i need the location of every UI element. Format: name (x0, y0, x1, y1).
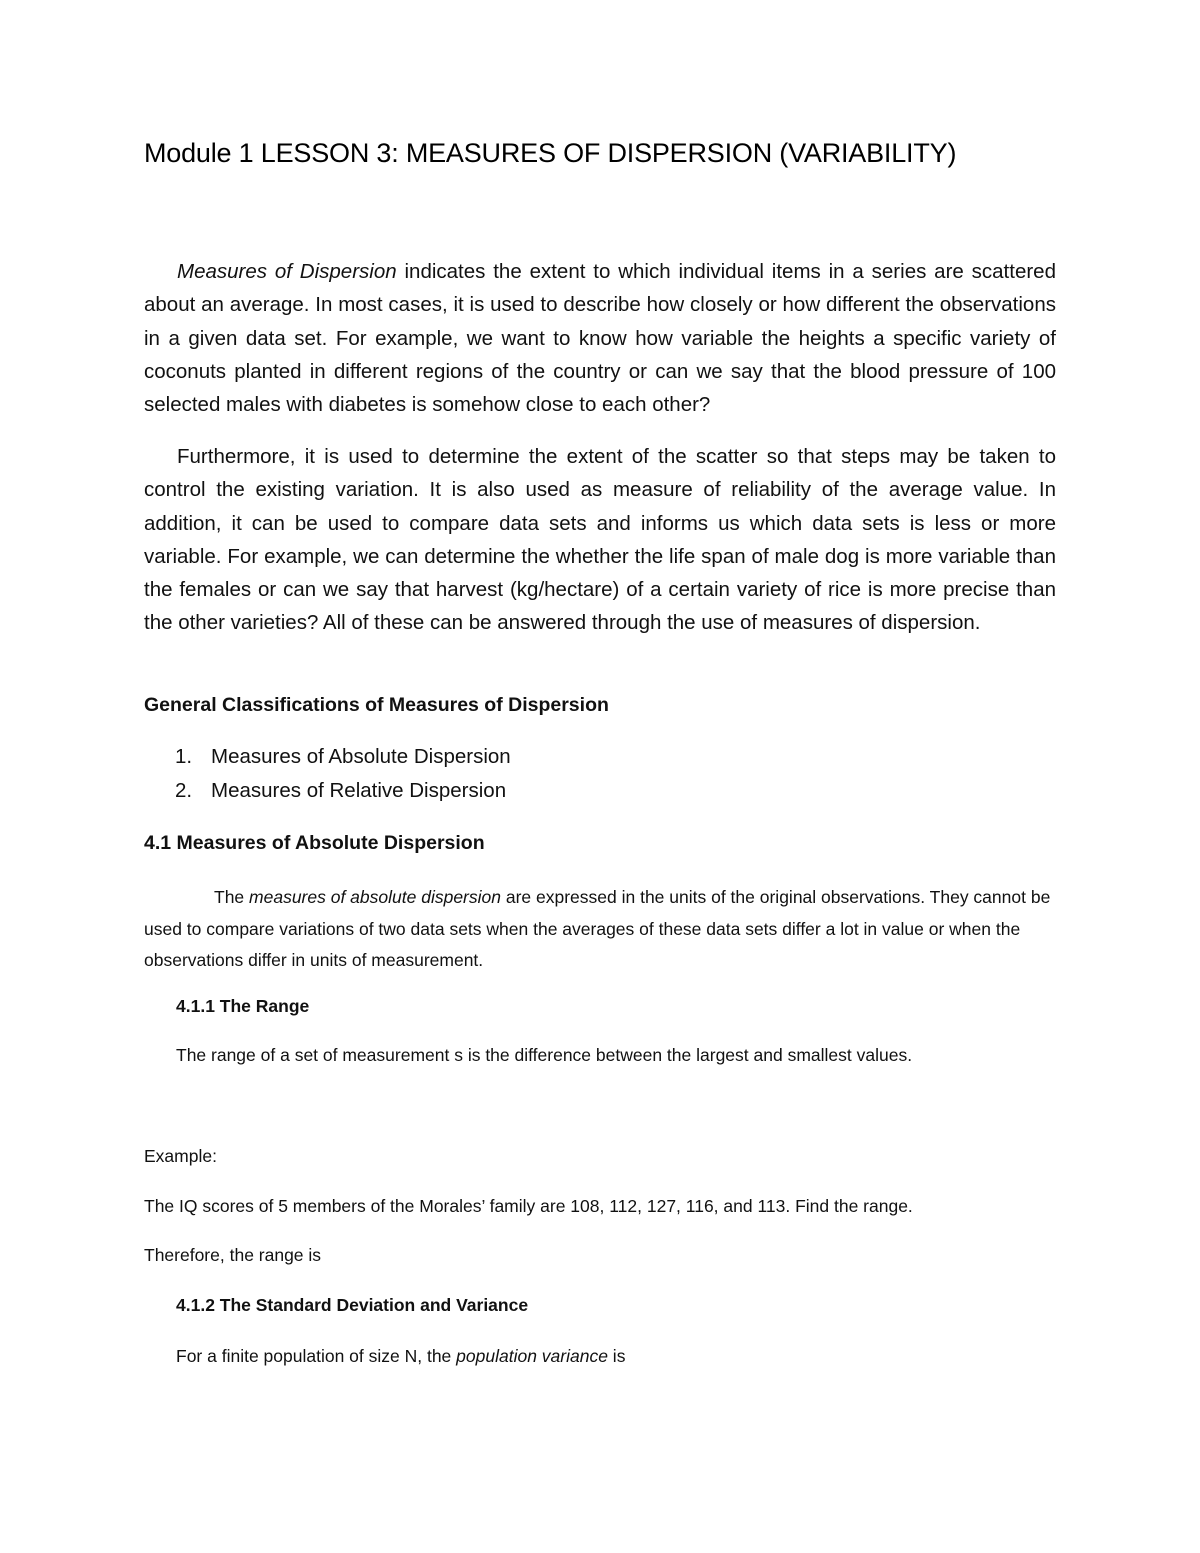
section-4-1-text-before: The (214, 887, 250, 907)
list-item-number: 1. (175, 745, 193, 768)
intro-term: Measures of Dispersion (177, 260, 397, 283)
variance-term: population variance (456, 1346, 608, 1366)
classifications-heading: General Classifications of Measures of Dispersion (144, 694, 609, 716)
list-item (175, 745, 511, 769)
list-item (175, 779, 506, 803)
section-4-1-paragraph (144, 882, 1056, 977)
intro-paragraph (144, 255, 1056, 421)
range-conclusion: Therefore, the range is (144, 1245, 322, 1265)
example-label: Example: (144, 1146, 217, 1166)
section-4-1-heading: 4.1 Measures of Absolute Dispersion (144, 832, 485, 854)
range-definition: The range of a set of measurement s is the difference between the largest and smallest values. (176, 1045, 913, 1065)
list-item-label: Measures of Absolute Dispersion (211, 745, 511, 768)
variance-text-after: is (607, 1346, 626, 1366)
variance-text-before: For a finite population of size N, the (176, 1346, 457, 1366)
example-text: The IQ scores of 5 members of the Morales’ family are 108, 112, 127, 116, and 113. Find the range. (144, 1196, 913, 1216)
section-4-1-2-heading: 4.1.2 The Standard Deviation and Variance (176, 1295, 529, 1315)
section-4-1-1-heading: 4.1.1 The Range (176, 996, 310, 1016)
list-item-number: 2. (175, 779, 193, 802)
furthermore-paragraph: Furthermore, it is used to determine the extent of the scatter so that steps may be taken to control the existing variation. It is also used as measure of reliability of the average value. In addition, it can be used to compare data sets and informs us which data sets is less or more variable. For example, we can determine the whether the life span of male dog is more variable than the females or can we say that harvest (kg/hectare) of a certain variety of rice is more precise than the other varieties? All of these can be answered through the use of measures of dispersion. (144, 445, 1056, 635)
section-4-1-text-after: are expressed in the units of the original observations. They cannot be used to compare variations of two data sets when the averages of these data sets differ a lot in value or when the observations differ in units of measurement. (144, 887, 1051, 970)
page-title: Module 1 LESSON 3: MEASURES OF DISPERSION (VARIABILITY) (144, 138, 957, 168)
list-item-label: Measures of Relative Dispersion (211, 779, 507, 802)
section-4-1-term: measures of absolute dispersion (249, 887, 501, 907)
intro-text: indicates the extent to which individual items in a series are scattered about an average. In most cases, it is used to describe how closely or how different the observations in a given data set. For example, we want to know how variable the heights a specific variety of coconuts planted in different regions of the country or can we say that the blood pressure of 100 selected males with diabetes is somehow close to each other? (144, 260, 1056, 417)
population-variance-line (176, 1346, 625, 1367)
